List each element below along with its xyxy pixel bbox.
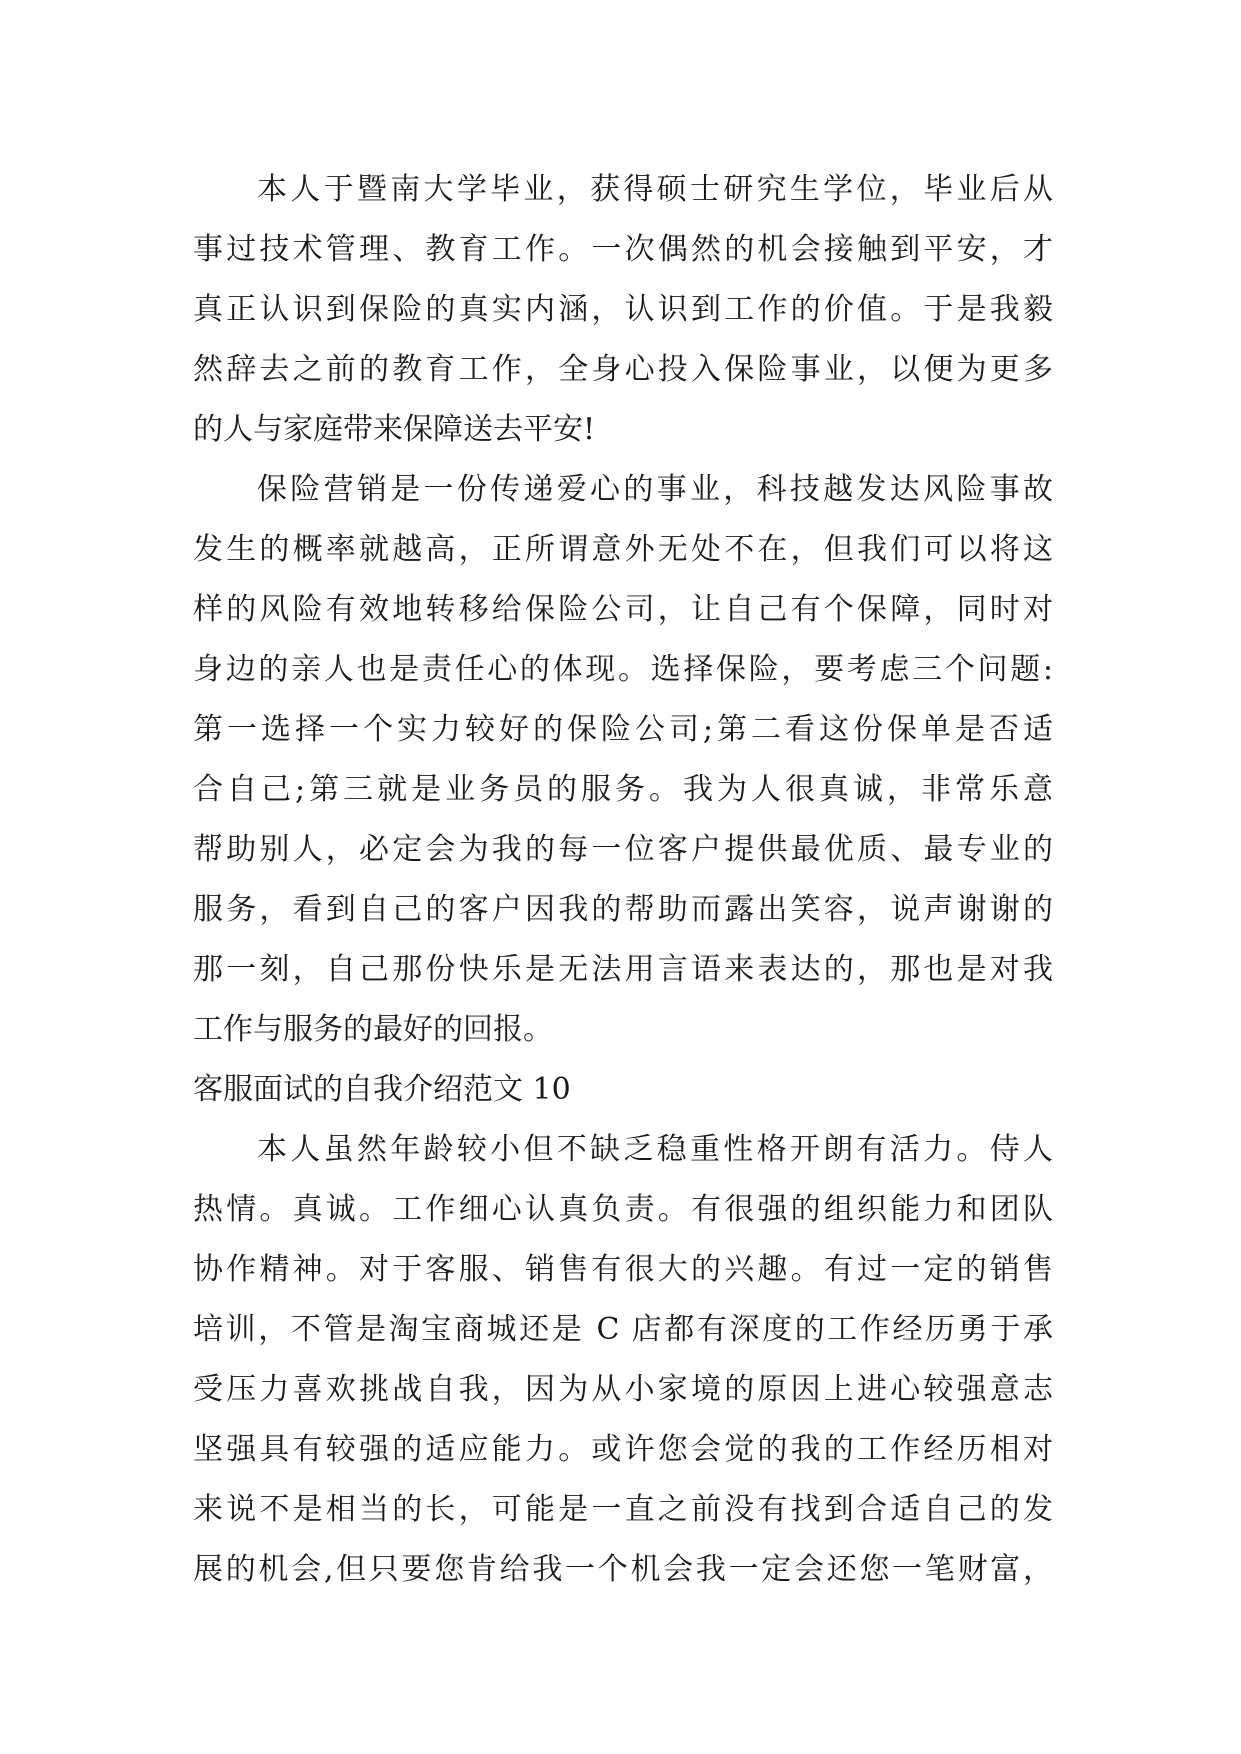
- text-line: 的人与家庭带来保障送去平安!: [193, 412, 596, 447]
- paragraph-2: [193, 460, 1053, 1060]
- paragraph-1: [193, 160, 1053, 460]
- document-body: [193, 160, 1053, 1600]
- text-line: 真正认识到保险的真实内涵，认识到工作的价值。于是我毅: [193, 292, 1053, 327]
- text-line: 坚强具有较强的适应能力。或许您会觉的我的工作经历相对: [193, 1432, 1053, 1467]
- text-line: 受压力喜欢挑战自我，因为从小家境的原因上进心较强意志: [193, 1372, 1053, 1407]
- text-line: 展的机会,但只要您肯给我一个机会我一定会还您一笔财富，: [193, 1552, 1053, 1587]
- paragraph-3: [193, 1120, 1053, 1600]
- text-line: 合自己;第三就是业务员的服务。我为人很真诚，非常乐意: [193, 772, 1053, 807]
- text-line: 本人于暨南大学毕业，获得硕士研究生学位，毕业后从: [257, 172, 1053, 207]
- text-line: 事过技术管理、教育工作。一次偶然的机会接触到平安，才: [193, 232, 1053, 267]
- text-line: 帮助别人，必定会为我的每一位客户提供最优质、最专业的: [193, 832, 1053, 867]
- text-line: 本人虽然年龄较小但不缺乏稳重性格开朗有活力。侍人: [257, 1132, 1053, 1167]
- section-heading: 客服面试的自我介绍范文 10: [193, 1072, 571, 1107]
- text-line: 那一刻，自己那份快乐是无法用言语来表达的，那也是对我: [193, 952, 1053, 987]
- text-line: 热情。真诚。工作细心认真负责。有很强的组织能力和团队: [193, 1192, 1053, 1227]
- text-line: 身边的亲人也是责任心的体现。选择保险，要考虑三个问题:: [193, 652, 1053, 687]
- text-line: 工作与服务的最好的回报。: [193, 1012, 553, 1047]
- text-line: 服务，看到自己的客户因我的帮助而露出笑容，说声谢谢的: [193, 892, 1053, 927]
- text-line: 发生的概率就越高，正所谓意外无处不在，但我们可以将这: [193, 532, 1053, 567]
- text-line: 然辞去之前的教育工作，全身心投入保险事业，以便为更多: [193, 352, 1053, 387]
- text-line: 培训，不管是淘宝商城还是 C 店都有深度的工作经历勇于承: [193, 1312, 1053, 1347]
- text-line: 来说不是相当的长，可能是一直之前没有找到合适自己的发: [193, 1492, 1053, 1527]
- text-line: 样的风险有效地转移给保险公司，让自己有个保障，同时对: [193, 592, 1053, 627]
- text-line: 第一选择一个实力较好的保险公司;第二看这份保单是否适: [193, 712, 1053, 747]
- text-line: 协作精神。对于客服、销售有很大的兴趣。有过一定的销售: [193, 1252, 1053, 1287]
- text-line: 保险营销是一份传递爱心的事业，科技越发达风险事故: [257, 472, 1053, 507]
